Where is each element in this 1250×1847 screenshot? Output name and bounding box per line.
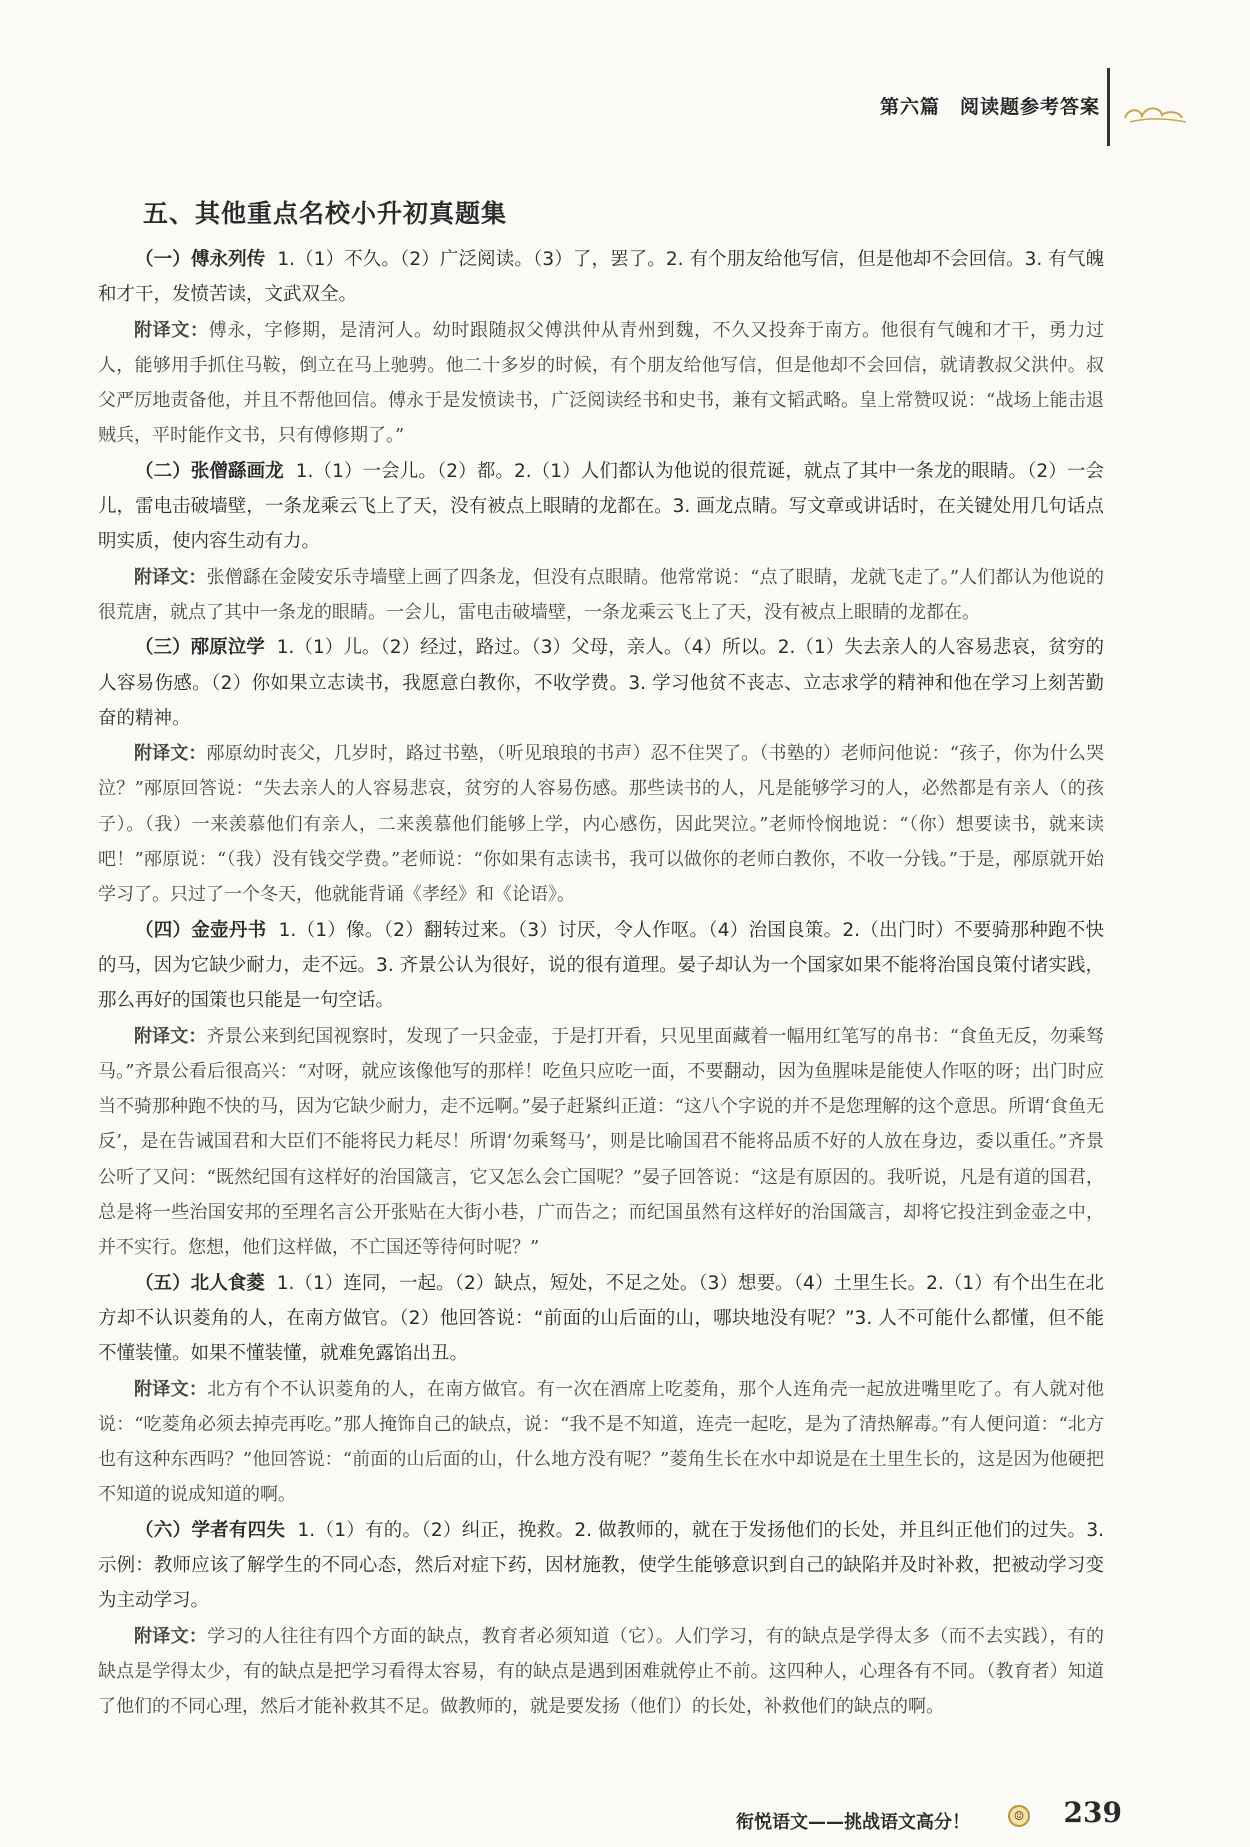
header-rule — [1107, 68, 1110, 146]
answer-paragraph — [98, 454, 1104, 560]
cloud-ornament-icon — [1120, 98, 1190, 128]
passage-title: （一）傅永列传 — [135, 249, 266, 270]
answer-paragraph — [98, 630, 1104, 736]
translation-paragraph — [98, 560, 1104, 631]
running-header: 第六篇 阅读题参考答案 — [879, 96, 1100, 118]
translation-text: 学习的人往往有四个方面的缺点，教育者必须知道（它）。人们学习，有的缺点是学得太多（而不去实践），有的缺点是学得太少，有的缺点是把学习看得太容易，有的缺点是遇到困难就停止不前。这四种人，心理各有不同。（教育者）知道了他们的不同心理，然后才能补救其不足。做教师的，就是要发扬（他们）的长处，补救他们的缺点的啊。 — [98, 1625, 1105, 1718]
answer-text: 1.（1）不久。（2）广泛阅读。（3）了，罢了。2. 有个朋友给他写信，但是他却不会回信。3. 有气魄和才干，发愤苦读，文武双全。 — [98, 249, 1104, 306]
translation-text: 北方有个不认识菱角的人，在南方做官。有一次在酒席上吃菱角，那个人连角壳一起放进嘴里吃了。有人就对他说：“吃菱角必须去掉壳再吃。”那人掩饰自己的缺点，说：“我不是不知道，连壳一起吃，是为了清热解毒。”有人便问道：“北方也有这种东西吗？”他回答说：“前面的山后面的山，什么地方没有呢？”菱角生长在水中却说是在土里生长的，这是因为他硬把不知道的说成知道的啊。 — [98, 1378, 1104, 1506]
translation-label: 附译文： — [134, 1625, 208, 1647]
translation-label: 附译文： — [134, 319, 209, 341]
passage — [98, 1513, 1104, 1725]
answer-content — [98, 242, 1104, 1724]
passage-title: （四）金壶丹书 — [135, 919, 267, 941]
passage — [98, 913, 1104, 1266]
translation-label: 附译文： — [134, 743, 207, 765]
translation-paragraph — [98, 313, 1104, 454]
passage — [98, 454, 1104, 630]
translation-paragraph — [98, 736, 1104, 912]
translation-paragraph — [98, 1619, 1104, 1725]
translation-paragraph — [98, 1372, 1104, 1513]
passage-title: （二）张僧繇画龙 — [135, 460, 284, 482]
translation-text: 张僧繇在金陵安乐寺墙壁上画了四条龙，但没有点眼睛。他常常说：“点了眼睛，龙就飞走了。”人们都认为他说的很荒唐，就点了其中一条龙的眼睛。一会儿，雷电击破墙壁，一条龙乘云飞上了天，没有被点上眼睛的龙都在。 — [98, 566, 1105, 623]
answer-text: 1.（1）连同，一起。（2）缺点，短处，不足之处。（3）想要。（4）土里生长。2.（1）有个出生在北方却不认识菱角的人，在南方做官。（2）他回答说：“前面的山后面的山，哪块地没有呢？”3. 人不可能什么都懂，但不能不懂装懂。如果不懂装懂，就难免露馅出丑。 — [98, 1272, 1104, 1365]
passage — [98, 242, 1104, 454]
translation-label: 附译文： — [134, 1025, 207, 1047]
translation-text: 邴原幼时丧父，几岁时，路过书塾，（听见琅琅的书声）忍不住哭了。（书塾的）老师问他说：“孩子，你为什么哭泣？”邴原回答说：“失去亲人的人容易悲哀，贫穷的人容易伤感。那些读书的人，凡是能够学习的人，必然都是有亲人（的孩子）。（我）一来羡慕他们有亲人，二来羡慕他们能够上学，内心感伤，因此哭泣。”老师怜悯地说：“（你）想要读书，就来读吧！”邴原说：“（我）没有钱交学费。”老师说：“你如果有志读书，我可以做你的老师白教你，不收一分钱。”于是，邴原就开始学习了。只过了一个冬天，他就能背诵《孝经》和《论语》。 — [98, 743, 1105, 906]
answer-text: 1.（1）一会儿。（2）都。2.（1）人们都认为他说的很荒诞，就点了其中一条龙的眼睛。（2）一会儿，雷电击破墙壁，一条龙乘云飞上了天，没有被点上眼睛的龙都在。3. 画龙点睛。写文章或讲话时，在关键处用几句话点明实质，使内容生动有力。 — [98, 460, 1104, 553]
passage — [98, 630, 1104, 912]
passage-title: （三）邴原泣学 — [135, 637, 265, 659]
smile-icon: ☺ — [1008, 1805, 1030, 1827]
answer-text: 1.（1）像。（2）翻转过来。（3）讨厌，令人作呕。（4）治国良策。2.（出门时）不要骑那种跑不快的马，因为它缺少耐力，走不远。3. 齐景公认为很好，说的很有道理。晏子却认为一个国家如果不能将治国良策付诸实践，那么再好的国策也只能是一句空话。 — [98, 919, 1104, 1012]
footer-slogan: 衔悦语文——挑战语文高分！ — [736, 1812, 970, 1833]
passage-title: （六）学者有四失 — [135, 1519, 286, 1541]
translation-label: 附译文： — [134, 566, 207, 588]
answer-paragraph — [98, 1513, 1104, 1619]
answer-text: 1.（1）有的。（2）纠正，挽救。2. 做教师的，就在于发扬他们的长处，并且纠正他们的过失。3. 示例：教师应该了解学生的不同心态，然后对症下药，因材施教，使学生能够意识到自己的缺陷并及时补救，把被动学习变为主动学习。 — [98, 1519, 1104, 1612]
translation-label: 附译文： — [134, 1378, 208, 1400]
answer-paragraph — [98, 1266, 1104, 1372]
answer-paragraph — [98, 913, 1104, 1019]
passage-title: （五）北人食菱 — [135, 1272, 265, 1294]
translation-text: 傅永，字修期，是清河人。幼时跟随叔父傅洪仲从青州到魏，不久又投奔于南方。他很有气魄和才干，勇力过人，能够用手抓住马鞍，倒立在马上驰骋。他二十多岁的时候，有个朋友给他写信，但是他却不会回信，就请教叔父洪仲。叔父严厉地责备他，并且不帮他回信。傅永于是发愤读书，广泛阅读经书和史书，兼有文韬武略。皇上常赞叹说：“战场上能击退贼兵，平时能作文书，只有傅修期了。” — [98, 319, 1105, 447]
section-title: 五、其他重点名校小升初真题集 — [143, 199, 508, 228]
answer-paragraph — [98, 242, 1104, 313]
translation-paragraph — [98, 1019, 1104, 1266]
translation-text: 齐景公来到纪国视察时，发现了一只金壶，于是打开看，只见里面藏着一幅用红笔写的帛书：“食鱼无反，勿乘驽马。”齐景公看后很高兴：“对呀，就应该像他写的那样！吃鱼只应吃一面，不要翻动，因为鱼腥味是能使人作呕的呀；出门时应当不骑那种跑不快的马，因为它缺少耐力，走不远啊。”晏子赶紧纠正道：“这八个字说的并不是您理解的这个意思。所谓‘食鱼无反’，是在告诫国君和大臣们不能将民力耗尽！所谓‘勿乘驽马’，则是比喻国君不能将品质不好的人放在身边，委以重任。”齐景公听了又问：“既然纪国有这样好的治国箴言，它又怎么会亡国呢？”晏子回答说：“这是有原因的。我听说，凡是有道的国君，总是将一些治国安邦的至理名言公开张贴在大街小巷，广而告之；而纪国虽然有这样好的治国箴言，却将它投注到金壶之中，并不实行。您想，他们这样做，不亡国还等待何时呢？” — [98, 1025, 1104, 1259]
passage — [98, 1266, 1104, 1513]
page-number: 239 — [1063, 1796, 1122, 1829]
answer-text: 1.（1）儿。（2）经过，路过。（3）父母，亲人。（4）所以。2.（1）失去亲人的人容易悲哀，贫穷的人容易伤感。（2）你如果立志读书，我愿意白教你，不收学费。3. 学习他贫不丧志、立志求学的精神和他在学习上刻苦勤奋的精神。 — [98, 637, 1104, 729]
